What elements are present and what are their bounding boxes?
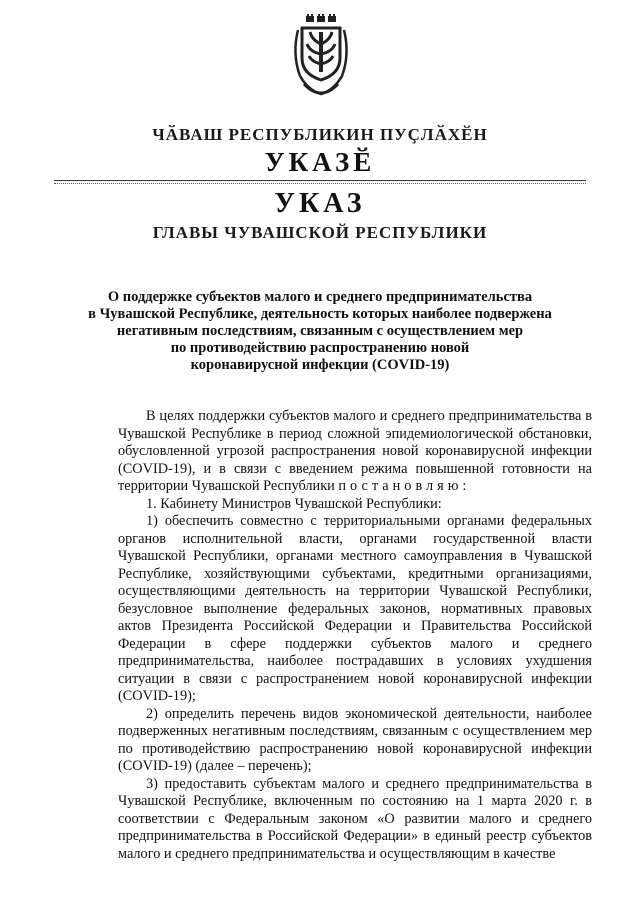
russian-decree-title: УКАЗ — [274, 188, 366, 219]
document-body — [118, 408, 592, 863]
russian-header-line: ГЛАВЫ ЧУВАШСКОЙ РЕСПУБЛИКИ — [152, 223, 488, 242]
intro-text: В целях поддержки субъектов малого и среднего предпринимательства в Чувашской Республике в период сложной эпидемиологической обстановки, обусловленной угрозой распространения новой коронавирусной инфекции (COVID-19), и в связи с введением режима повышенной готовности на территории Чувашской Республики — [118, 408, 592, 494]
title-line: по противодействию распространению новой — [170, 340, 470, 356]
chuvash-decree-title: УКАЗӖ — [264, 147, 376, 177]
document-title — [80, 289, 560, 374]
header-divider — [54, 180, 586, 181]
decree-word: постановляю: — [338, 478, 471, 494]
item-1-1: 1) обеспечить совместно с территориальными органами федеральных органов исполнительной власти, органами государственной власти Чувашской Республики, органами местного самоуправления в Чувашской Республике, хозяйствующими субъектами, кредитными организациями, осуществляющими деятельность на территории Чувашской Республики, безусловное выполнение федеральных законов, нормативных правовых актов Президента Российской Федерации и Правительства Российской Федерации в сфере поддержки субъектов малого и среднего предпринимательства, наиболее пострадавших в условиях ухудшения ситуации в связи с распространением новой коронавирусной инфекции (COVID-19); — [118, 513, 592, 704]
title-line: негативным последствиям, связанным с осуществлением мер — [116, 323, 524, 339]
chuvash-header-line: ЧӐВАШ РЕСПУБЛИКИН ПУҪЛӐХӖН — [152, 125, 488, 144]
title-line: в Чувашской Республике, деятельность которых наиболее подвержена — [88, 306, 552, 322]
item-1-3: 3) предоставить субъектам малого и среднего предпринимательства в Чувашской Республике, включенным по состоянию на 1 марта 2020 г. в соответствии с Федеральным законом «О развитии малого и среднего предпринимательства в Российской Федерации» в единый реестр субъектов малого и среднего предпринимательства и осуществляющим в качестве — [118, 775, 592, 862]
coat-of-arms-icon — [290, 14, 352, 102]
item-1-2: 2) определить перечень видов экономической деятельности, наиболее подверженных негативным последствиям, связанным с осуществлением мер по противодействию распространению новой коронавирусной инфекции (COVID-19) (далее – перечень); — [118, 705, 592, 774]
intro-paragraph — [118, 408, 592, 496]
title-line: коронавирусной инфекции (COVID-19) — [190, 357, 450, 373]
item-1: 1. Кабинету Министров Чувашской Республики: — [146, 495, 442, 512]
header-divider-dotted — [54, 183, 586, 184]
title-line: О поддержке субъектов малого и среднего предпринимательства — [107, 289, 533, 305]
